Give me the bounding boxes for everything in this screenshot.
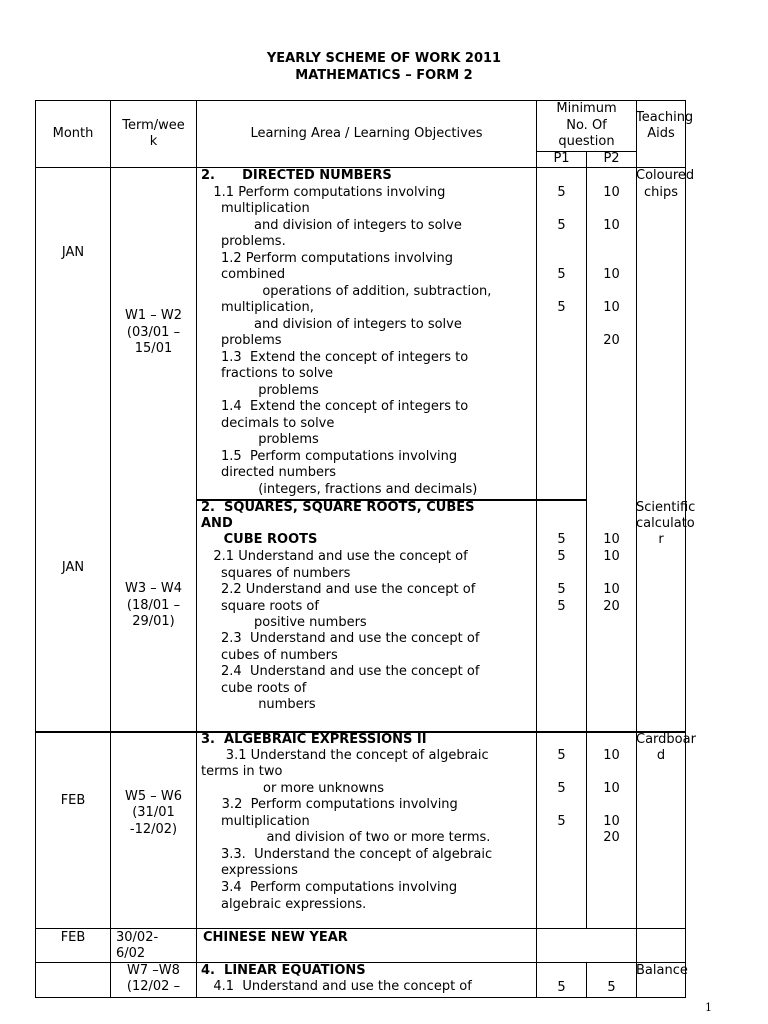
objective-line: 1.2 Perform computations involving [221, 251, 454, 266]
objective-line: operations of addition, subtraction, [221, 284, 492, 299]
header-learning-area: Learning Area / Learning Objectives [250, 126, 483, 141]
month-cell: FEB [60, 930, 86, 945]
month-cell: FEB [60, 793, 86, 808]
p1-value: 5 [557, 814, 566, 829]
objective-line: terms in two [201, 764, 283, 779]
teaching-aid: d [656, 748, 666, 763]
objective-line: 1.4 Extend the concept of integers to [221, 399, 469, 414]
week-cell: W3 – W4 [124, 581, 182, 596]
week-cell: (03/01 – [126, 325, 181, 340]
learning-area-title: 2. DIRECTED NUMBERS [201, 168, 392, 183]
objective-line: and division of two or more terms. [221, 830, 491, 845]
objective-line: combined [221, 267, 286, 282]
p1-value: 5 [557, 218, 566, 233]
p2-value: 10 [603, 267, 620, 282]
objective-line: numbers [221, 697, 316, 712]
p2-value: 10 [603, 185, 620, 200]
p1-value: 5 [557, 582, 566, 597]
objective-line: expressions [221, 863, 298, 878]
objective-line: multiplication, [221, 300, 314, 315]
header-minimum: question [558, 134, 615, 149]
objective-line: 3.3. Understand the concept of algebraic [221, 847, 493, 862]
objective-line: squares of numbers [221, 566, 351, 581]
objective-line: cube roots of [221, 681, 307, 696]
objective-line: 2.2 Understand and use the concept of [221, 582, 476, 597]
objective-line: 1.5 Perform computations involving [221, 449, 458, 464]
objective-line: problems [221, 333, 282, 348]
objective-line: multiplication [221, 201, 310, 216]
teaching-aid: r [658, 532, 664, 547]
p1-value: 5 [557, 532, 566, 547]
week-cell: 15/01 [134, 341, 173, 356]
table-border-bottom [35, 997, 685, 998]
objective-line: directed numbers [221, 465, 337, 480]
objective-line: problems [221, 432, 319, 447]
p1-value: 5 [557, 980, 566, 995]
objective-line: 2.1 Understand and use the concept of [201, 549, 468, 564]
objective-line: (integers, fractions and decimals) [221, 482, 478, 497]
p2-value: 20 [603, 333, 620, 348]
p1-value: 5 [557, 267, 566, 282]
learning-area-title: AND [201, 516, 233, 531]
week-cell: 29/01) [132, 614, 175, 629]
week-cell: -12/02) [129, 822, 178, 837]
objective-line: square roots of [221, 599, 319, 614]
week-cell: 6/02 [116, 946, 146, 961]
objective-line: or more unknowns [201, 781, 385, 796]
objective-line: multiplication [221, 814, 310, 829]
week-cell: 30/02- [116, 930, 159, 945]
header-term: k [149, 134, 158, 149]
teaching-aid: Cardboar [636, 732, 696, 747]
objective-line: 3.2 Perform computations involving [201, 797, 458, 812]
week-cell: W1 – W2 [124, 308, 182, 323]
week-cell: W5 – W6 [124, 789, 182, 804]
objective-line: 3.1 Understand the concept of algebraic [201, 748, 489, 763]
column-line [35, 100, 36, 998]
header-teaching-aids: Teaching [636, 110, 694, 125]
objective-line: 2.4 Understand and use the concept of [221, 664, 480, 679]
objective-line: decimals to solve [221, 416, 335, 431]
p2-value: 10 [603, 814, 620, 829]
p2-value: 20 [603, 830, 620, 845]
header-minimum: Minimum [556, 101, 617, 116]
learning-area-title: CUBE ROOTS [201, 532, 318, 547]
header-teaching-aids: Aids [647, 126, 675, 141]
p1-value: 5 [557, 748, 566, 763]
row-divider [35, 928, 685, 929]
month-cell: JAN [61, 245, 85, 260]
objective-line: fractions to solve [221, 366, 334, 381]
document-title: YEARLY SCHEME OF WORK 2011 [266, 51, 502, 66]
learning-area-title: 4. LINEAR EQUATIONS [201, 963, 366, 978]
column-line [196, 100, 197, 998]
objective-line: 4.1 Understand and use the concept of [201, 979, 472, 994]
header-p1: P1 [553, 151, 570, 166]
p2-value: 10 [603, 300, 620, 315]
p1-value: 5 [557, 599, 566, 614]
header-term: Term/wee [122, 118, 185, 133]
p1-value: 5 [557, 300, 566, 315]
learning-area-title: 2. SQUARES, SQUARE ROOTS, CUBES [201, 500, 475, 515]
objective-line: and division of integers to solve [221, 317, 462, 332]
objective-line: 1.3 Extend the concept of integers to [221, 350, 469, 365]
column-line [110, 100, 111, 998]
p2-value: 10 [603, 218, 620, 233]
teaching-aid: Coloured [636, 168, 695, 183]
p2-value: 10 [603, 532, 620, 547]
holiday-title: CHINESE NEW YEAR [203, 930, 348, 945]
p2-value: 10 [603, 549, 620, 564]
objective-line: 3.4 Perform computations involving [221, 880, 458, 895]
objective-line: and division of integers to solve [221, 218, 462, 233]
column-line [685, 100, 686, 998]
week-cell: W7 –W8 [127, 963, 180, 978]
teaching-aid: calculato [636, 516, 695, 531]
week-cell: (31/01 [132, 805, 175, 820]
p1-value: 5 [557, 781, 566, 796]
teaching-aid: chips [643, 185, 679, 200]
week-cell: (18/01 – [126, 598, 181, 613]
objective-line: problems [221, 383, 319, 398]
p2-value: 10 [603, 781, 620, 796]
objective-line: algebraic expressions. [221, 897, 367, 912]
objective-line: 1.1 Perform computations involving [201, 185, 446, 200]
header-p2: P2 [603, 151, 620, 166]
objective-line: cubes of numbers [221, 648, 338, 663]
month-cell: JAN [61, 560, 85, 575]
header-month: Month [52, 126, 94, 141]
p2-value: 10 [603, 748, 620, 763]
week-cell: (12/02 – [126, 979, 181, 994]
learning-area-title: 3. ALGEBRAIC EXPRESSIONS II [201, 732, 427, 747]
objective-line: positive numbers [221, 615, 367, 630]
p1-value: 5 [557, 549, 566, 564]
objective-line: 2.3 Understand and use the concept of [221, 631, 480, 646]
objective-line: problems. [221, 234, 286, 249]
header-minimum: No. Of [566, 118, 607, 133]
document-subtitle: MATHEMATICS – FORM 2 [295, 68, 473, 83]
teaching-aid: Balance [636, 963, 688, 978]
page-number: 1 [705, 1001, 712, 1014]
p2-value: 5 [607, 980, 616, 995]
p2-value: 10 [603, 582, 620, 597]
teaching-aid: Scientific [636, 500, 696, 515]
p1-value: 5 [557, 185, 566, 200]
p2-value: 20 [603, 599, 620, 614]
